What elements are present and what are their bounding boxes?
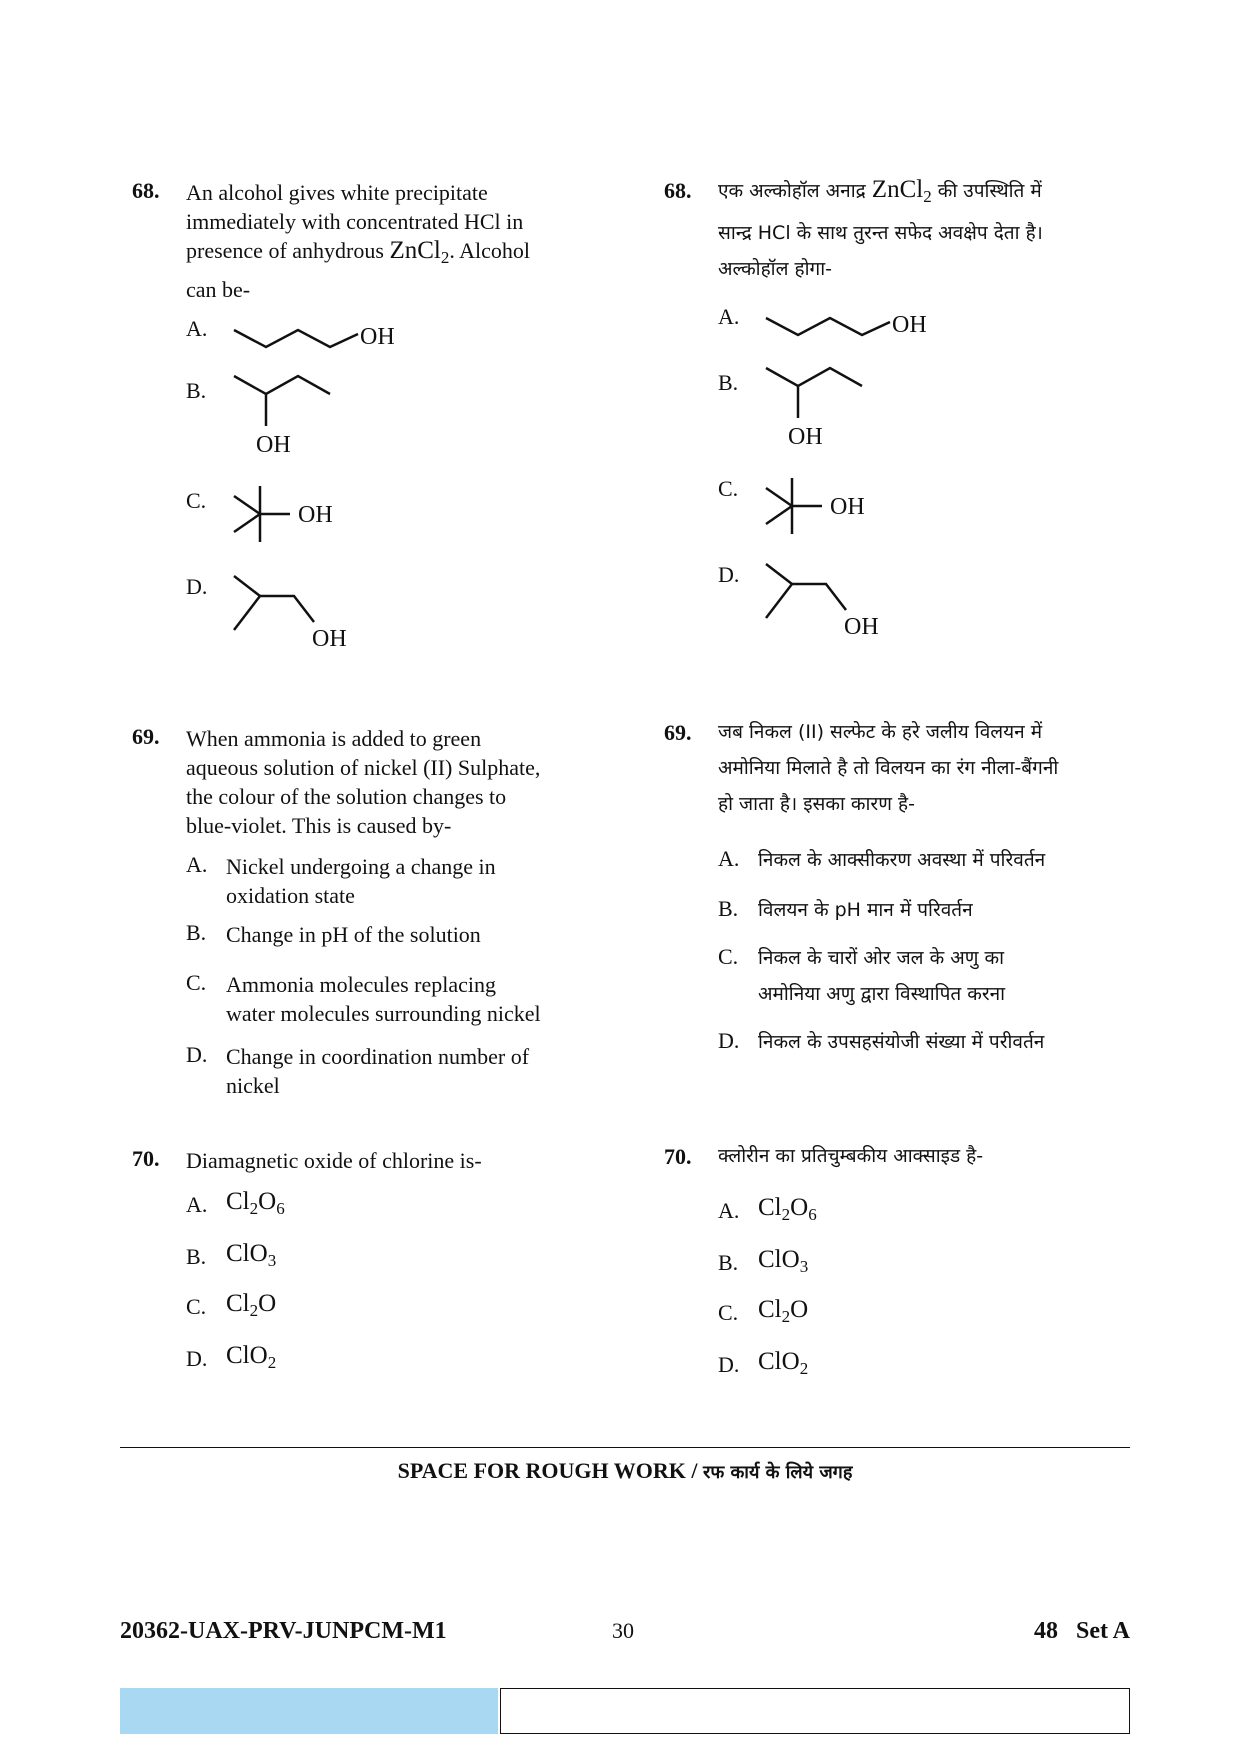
formula: $Cl_2O_6$: [226, 1188, 285, 1218]
booklet-code: 20362-UAX-PRV-JUNPCM-M1: [120, 1618, 447, 1644]
svg-text:OH: OH: [788, 424, 823, 450]
set-label: 48 Set A: [1034, 1618, 1130, 1644]
svg-text:OH: OH: [892, 312, 927, 338]
svg-text:OH: OH: [256, 432, 291, 458]
option-b: B. विलयन के pH मान में परिवर्तन: [718, 896, 973, 921]
rough-work-heading: SPACE FOR ROUGH WORK / रफ कार्य के लिये जगह: [397, 1458, 853, 1483]
option-b: B. ClO$_3$: [718, 1246, 809, 1276]
option-a: A. OH: [186, 316, 226, 342]
svg-text:OH: OH: [844, 614, 879, 640]
option-d: D. OH: [718, 562, 758, 588]
option-d: D. ClO$_2$: [718, 1348, 809, 1378]
option-c: C. OH: [186, 488, 226, 514]
option-c: C. निकल के चारों ओर जल के अणु का अमोनिया अणु द्वारा विस्थापित करना: [718, 944, 1006, 1005]
structure-2-methyl-1-propanol: [766, 560, 886, 646]
svg-text:OH: OH: [312, 626, 347, 652]
question-number: 68.: [664, 178, 692, 203]
question-number: 69.: [132, 724, 160, 749]
formula: $Cl_2O_6$: [758, 1194, 817, 1224]
formula: ClO$_3$: [758, 1246, 809, 1276]
option-a: A. $Cl_2O_6$: [718, 1194, 817, 1224]
question-number: 70.: [132, 1146, 160, 1171]
structure-1-butanol: [234, 322, 414, 368]
question-text: An alcohol gives white precipitate immediately with concentrated HCl in presence of anhydrous ZnCl$_2$. Alcohol can be-: [186, 180, 531, 302]
option-b: B. ClO$_3$: [186, 1240, 277, 1270]
structure-tert-butanol: [766, 478, 886, 544]
option-a: A. Nickel undergoing a change in oxidation state: [186, 852, 496, 908]
option-b: B. Change in pH of the solution: [186, 920, 481, 947]
formula: ClO$_2$: [226, 1342, 277, 1372]
option-d: D. Change in coordination number of nickel: [186, 1042, 530, 1098]
option-d: D. निकल के उपसहसंयोजी संख्या में परीवर्तन: [718, 1028, 1045, 1053]
formula: $Cl_2O$: [226, 1290, 277, 1320]
option-c: C. OH: [718, 476, 758, 502]
question-number: 69.: [664, 720, 692, 745]
formula: ClO$_2$: [758, 1348, 809, 1378]
footer-empty-box: [500, 1688, 1130, 1734]
question-text: क्लोरीन का प्रतिचुम्बकीय आक्साइड है-: [718, 1145, 984, 1167]
option-a: A. OH: [718, 304, 758, 330]
svg-text:OH: OH: [360, 324, 395, 350]
option-c: C. Ammonia molecules replacing water molecules surrounding nickel: [186, 970, 541, 1026]
question-text: When ammonia is added to green aqueous solution of nickel (II) Sulphate, the colour of the solution changes to blue-violet. This is caused by-: [186, 726, 541, 838]
svg-text:OH: OH: [830, 494, 865, 520]
question-number: 68.: [132, 178, 160, 203]
structure-2-butanol: [234, 372, 354, 468]
question-text: जब निकल (II) सल्फेट के हरे जलीय विलयन में अमोनिया मिलाते है तो विलयन का रंग नीला-बैंगनी हो जाता है। इसका कारण है-: [718, 721, 1059, 815]
structure-1-butanol: [766, 310, 946, 356]
structure-tert-butanol: [234, 486, 354, 552]
question-text: एक अल्कोहॉल अनाद्र ZnCl$_2$ की उपस्थिति में सान्द्र HCl के साथ तुरन्त सफेद अवक्षेप देता है। अल्कोहॉल होगा-: [718, 176, 1043, 280]
footer-blue-bar: [120, 1688, 498, 1734]
option-c: C. $Cl_2O$: [186, 1290, 277, 1320]
option-d: D. ClO$_2$: [186, 1342, 277, 1372]
formula: ClO$_3$: [226, 1240, 277, 1270]
option-d: D. OH: [186, 574, 226, 600]
structure-2-methyl-1-propanol: [234, 572, 354, 658]
option-b: B. OH: [186, 378, 226, 404]
page-number: 30: [612, 1618, 634, 1643]
question-number: 70.: [664, 1144, 692, 1169]
option-a: A. निकल के आक्सीकरण अवस्था में परिवर्तन: [718, 846, 1046, 871]
option-b: B. OH: [718, 370, 758, 396]
formula: $Cl_2O$: [758, 1296, 809, 1326]
option-a: A. $Cl_2O_6$: [186, 1188, 285, 1218]
question-text: Diamagnetic oxide of chlorine is-: [186, 1148, 482, 1173]
rough-work-divider: [120, 1447, 1130, 1448]
svg-text:OH: OH: [298, 502, 333, 528]
option-c: C. $Cl_2O$: [718, 1296, 809, 1326]
structure-2-butanol: [766, 364, 886, 460]
